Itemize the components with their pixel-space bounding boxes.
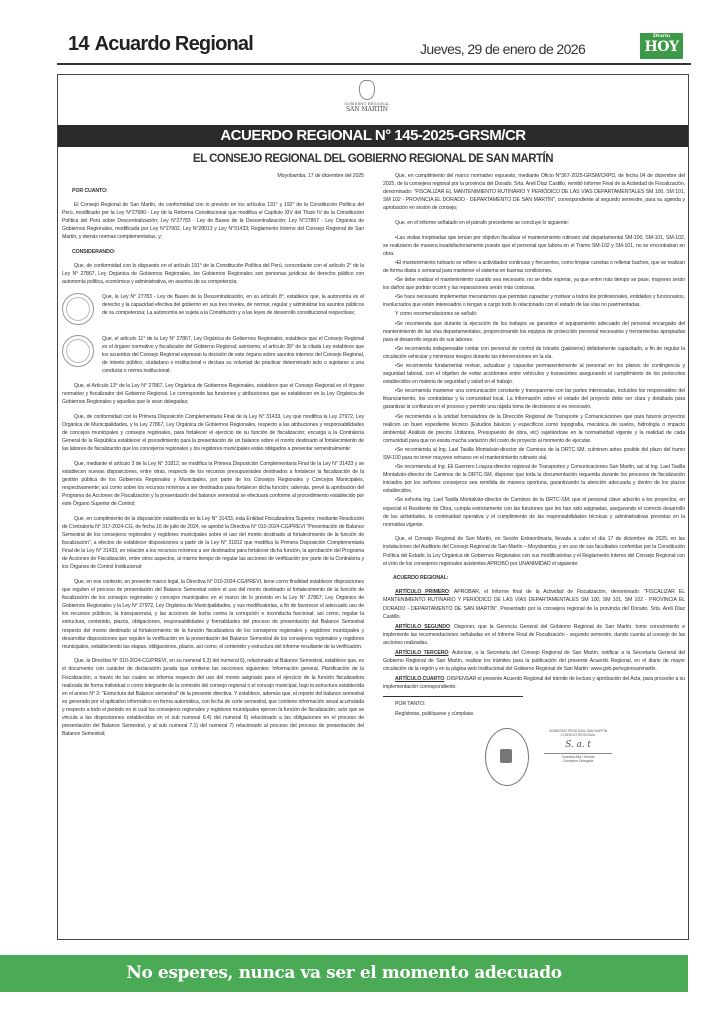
article-label: ARTÍCULO PRIMERO xyxy=(395,589,449,596)
paragraph: Que, mediante el artículo 3 de la Ley N° 31812, se modifica la Primera Disposición Complementaria Final de la Ley N° 31433 y se establecen nuevas disposiciones, entre otras, respecto de los recursos presupuestales destinados a fortalecer la fiscalización de la gestión pública de los Gobiernos Regionales y Municipales, por parte de los Consejos Regionales y Concejos Municipales, respectivamente; así como sobre los recursos mínimos a ser destinados para fortalecer dicha función; además, prevé la aprobación del Programa de Acciones de Fiscalización y la presentación del balance semestral se efectuará conforme al procedimiento establecido por este Órgano Superior de Control; xyxy=(62,460,364,508)
issue-date: Jueves, 29 de enero de 2026 xyxy=(420,41,586,57)
left-column xyxy=(62,172,364,745)
article-label: ARTÍCULO TERCERO xyxy=(395,649,449,656)
paragraph: •Se exhorta Ing. Lael Tasilla Montalván-director de Caminos de la DRTC-SM; que el personal clave adscrito a los proyectos, en especial el Residente de Obra, cumpla estrictamente con las funciones que les han sido asignadas, asegurando el correcto desarrollo de las actividades, la continuidad operativa y el cumplimiento de las responsabilidades técnicas y administrativas previstas en la normativa vigente. xyxy=(383,497,685,528)
signature-block xyxy=(383,726,685,798)
section-name: Acuardo Regional xyxy=(94,33,253,55)
article-text: : APROBAR, el Informe final de la Actividad de Fiscalización, denominado: "FISCALIZAR EL MANTENIMIENTO RUTINARIO Y PERIÓDICO DE LAS VÍAS DEPARTAMENTALES SM 100, SM 101, SM 102 - PROVINCIA EL DORADO - DEPARTAMENTO DE SAN MARTÍN". Presentado por la consejera regional de la provincia del Dorado, Srta. Areli Díaz Castillo. xyxy=(383,589,685,620)
logo-line-1: GOBIERNO REGIONAL xyxy=(344,102,390,106)
document-title: ACUERDO REGIONAL N° 145-2025-GRSM/CR xyxy=(58,125,688,147)
signature-text xyxy=(538,729,618,764)
bullet-item: •Se recomienda al Ing. Lael Tasilla Montalván-director de Caminos de la DRTC-SM, culminen antes posible del plazo del tramo SM-100 para no tener mayores retrasos en el mantenimiento rutinario vial. xyxy=(383,446,685,461)
article xyxy=(383,675,685,691)
paragraph: Que, en cumplimiento del marco normativo expuesto, mediante Oficio N°367-2025-GRSM/CRPD, de fecha 04 de diciembre del 2025, de la consejera regional por la provincia del Dorado, Srta. Areli Díaz Castillo, remitió Informe Final de la Actividad de Fiscalización, denominado: "FISCALIZAR EL MANTENIMIENTO RUTINARIO Y PERIÓDICO DE LAS VÍAS DEPARTAMENTALES SM 100, SM 101, SM 102 - PROVINCIA EL DORADO - DEPARTAMENTO DE SAN MARTÍN", correspondiente al segundo semestre, para su agenda y aprobación en sesión de consejo; xyxy=(383,173,685,212)
bullet-item: •Se recomienda indispensable contar con personal de control de tránsito (paleteros) debidamente capacitado, a fin de regular la circulación vehicular y minimizar riesgos durante las intervenciones en la vía. xyxy=(383,345,685,360)
document-subtitle: EL CONSEJO REGIONAL DEL GOBIERNO REGIONAL DE SAN MARTÍN xyxy=(192,153,554,165)
section-heading: POR CUANTO: xyxy=(72,187,108,194)
paragraph: Que, el Artículo 13° de la Ley N° 27867, Ley Orgánica de Gobiernos Regionales, establece que el Consejo Regional es el órgano normativo y fiscalizador del Gobierno Regional. Le corresponde las funciones y atribuciones que se establecen en la Ley Orgánica de Gobiernos Regionales y aquellas que le sean delegadas; xyxy=(62,383,364,406)
bullet-item: Y como recomendaciones se señaló: xyxy=(395,311,478,318)
diario-hoy-logo xyxy=(640,33,683,59)
footer-banner: No esperes, nunca va ser el momento adecuado xyxy=(0,955,688,992)
article-text: : Autorizar, a la Secretaría del Consejo Regional de San Martín, notificar a la Secretaría General del Gobierno Regional de San Martín, realizar los trámites para la publicación del presente Acuerdo Regional, en el diario de mayor circulación de la región y en la página web Institucional del Gobierno Regional de San Martín: www.gob.pe/regionsanmartin. xyxy=(383,649,685,673)
paragraph-with-seal xyxy=(62,335,364,375)
page-number: 14 xyxy=(68,33,89,55)
article-label: ARTÍCULO SEGUNDO xyxy=(395,623,450,630)
paragraph-with-seal xyxy=(62,293,364,329)
paragraph: El Consejo Regional de San Martín, de conformidad con lo previsto en los artículos 191° y 192° de la Constitución Política del Perú, modificado por la Ley N°27680 - Ley de la Reforma Constitucional que modifica el Capítulo XIV del Título IV de la Constitución Política del Perú sobre Descentralización; Ley N°27783 - Ley de Bases de la Descentralización; Ley N°27867 - Ley Orgánica de Gobiernos Regionales, modificada por Ley N°27902, Ley N°28013 y Ley N°31433; Reglamento Interno del Consejo Regional de San Martín, y demás normas complementarias, y; xyxy=(62,201,364,241)
section-heading xyxy=(68,33,253,56)
section-heading: ACUERDO REGIONAL: xyxy=(393,575,449,582)
bullet-item: •Se recomienda fundamental revisar, actualizar y capacitar permanentemente al personal en los planes de contingencia y seguridad laboral, con el objetivo de evitar accidentes entre vehículos y transeúntes asegurando el cumplimiento de los protocolos establecidos en materia de seguridad y salud en el trabajo. xyxy=(383,362,685,386)
bullet-item: •Se hace necesario implementar mecanismos que permitan capacitar y motivar a todos los profesionales, entidades y funcionarios, involucrados que estén interesados o tengan a cargo todo lo relacionado con el estado de las vías no pavimentadas. xyxy=(383,294,685,309)
logo-big-text: HOY xyxy=(644,39,679,55)
article xyxy=(383,649,685,673)
article-text: : DISPENSAR el presente Acuerdo Regional del trámite de lectura y aprobación del Acta, para proceder a su implementación correspondiente. xyxy=(383,676,685,691)
closing-formula: Regístrese, publíquese y cúmplase. xyxy=(395,710,475,717)
signature-org: GOBIERNO REGIONAL SAN MARTIN xyxy=(548,728,608,733)
articles xyxy=(383,588,685,691)
seal-icon xyxy=(62,335,94,367)
signature-unit: CONSEJO REGIONAL xyxy=(560,733,596,738)
seal-icon xyxy=(62,293,94,325)
place-date: Moyobamba, 17 de diciembre del 2025 xyxy=(277,173,364,179)
paragraph: Que, de conformidad con lo dispuesto en el artículo 191° de la Constitución Política del Perú, concordante con el artículo 2° de la Ley N° 27867, Ley Orgánica de Gobiernos Regionales, los Gobiernos Regionales son personas jurídicas de derecho público con autonomía política, económica y administrativa, en asuntos de su competencia; xyxy=(62,262,364,285)
logo-line-2: SAN MARTÍN xyxy=(345,106,389,113)
right-column xyxy=(383,172,685,798)
paragraph-text: Que, el artículo 11° de la Ley N° 27867, Ley Orgánica de Gobiernos Regionales, establece que el Consejo Regional es el órgano normativo y fiscalizador del Gobierno Regional; asimismo, el artículo 39° de la citada Ley establece que los acuerdos del Consejo Regional expresan la decisión de este órgano sobre asuntos internos del Consejo Regional, de interés público, ciudadano o institucional o declara su voluntad de practicar determinado acto o sujetarse a una conducta o norma institucional; xyxy=(102,336,364,375)
bullet-item: •Se recomienda a la unidad formuladora de la Dirección Regional de Transporte y Comunicaciones que para futuros proyectos realicen un buen expediente técnico (Estudios básicos y específicos como topografía, mecánica de suelos, hidrología o impacto ambiental; Análisis de precios Unitarios, Presupuesto de obra, etc) sujetándose en la normatividad vigente y la realidad de cada comunidad para que no exista mucha variación del costo de proyecto al momento de ejecutar. xyxy=(383,413,685,444)
bullet-item: •Se debe realizar el mantenimiento cuando sea necesario, no se debe esperar, ya que entre más tiempo se pase, mayores serán los daños que podrán ocurrir y las reparaciones serán más costosas. xyxy=(383,277,685,292)
paragraph: Que, en ese contexto, en presente marco legal, la Directiva N° 010-2024-CG/PREVI, tiene como finalidad establecer disposiciones que regulen el proceso de presentación del Balance Semestral sobre el uso del monto destinado al fortalecimiento de la función de fiscalización de los consejos regionales y concejos municipales en el marco de lo previsto en la Ley N° 27867, Ley Orgánica de Gobiernos Regionales y la Ley N° 27972, Ley Orgánica de Municipalidades, y sus modificatorias, a fin de favorecer el adecuado uso de los recursos públicos, la transparencia, y las acciones de lucha contra la corrupción e inconducta funcional; así como, regular la estructura, contenido, plazos, obligaciones, responsabilidades y formalidades del proceso de presentación del Balance Semestral respecto del monto destinado al fortalecimiento de la función fiscalizadora de los consejeros regionales y regidores municipales y desarrollar disposiciones que regulen la verificación en la presentación del Balance Semestral de los consejeros regionales y regidores municipales, estableciendo las etapas, obligaciones, plazos, así como, el contenido y estructura del informe resultante de la verificación. xyxy=(62,578,364,650)
paragraph: Que, en el informe señalado en el párrafo precedente se concluye lo siguiente: xyxy=(395,219,569,226)
divider xyxy=(383,696,523,697)
article xyxy=(383,623,685,647)
paragraph: Que, la Directiva N° 010-2024-CG/PREVI, en su numeral 6.3) del numeral 6), relacionado al Balance Semestral, establece que, es el documento con carácter de declaración jurada que contiene las secciones siguientes: Información general, Planificación de la Fiscalización, a través de las cuales se informa respecto del uso del monto asignado para el ejercicio de la función fiscalizadora realizada de forma individual o como integrante de la comisión del consejo regional o el concejo municipal, bajo la estructura establecida en el anexo N° 2: "Estructura del Balance semestral" de la presente directiva. Y establece, además que, el reporte del balance semestral es generado por el aplicativo informático en forma automática, con fecha de corte semestral, que contiene información anual acumulada y respecto a todo el periodo en el cual los consejeros regionales y regidores municipales ejercen la función de fiscalización; acto que se vincula a las disposiciones establecidas en el sub numeral 6.4) del numeral 6) relacionado a las obligaciones en el proceso de presentación del Balance Semestral, y al sub numeral 7.1) del numeral 7) relacionado al proceso del proceso de presentación del Balance Semestral; xyxy=(62,658,364,738)
paragraph-text: Que, la Ley N° 27783 - Ley de Bases de la Descentralización, en su artículo 8°, establece que, la autonomía es el derecho y la capacidad efectiva del gobierno en sus tres niveles, de normar, regular y administrar los asuntos públicos de su competencia; La autonomía se sujeta a la Constitución y a las leyes de desarrollo constitucional respectivas; xyxy=(102,293,364,316)
gobierno-regional-logo xyxy=(337,80,397,113)
bullet-item: •Se recomienda al Ing. Eli Guerrero Loayza-director regional de Transportes y Comunicaciones San Martín, así al Ing. Lael Tasilla Montalván-director de Caminos de la DRTC-SM, disponer que toda la documentación requerida durante los procesos de fiscalización iniciados por los señores consejeros sea remitida de manera oportuna, garantizando la atención adecuada y dentro de los plazos establecidos. xyxy=(383,464,685,495)
signature-line xyxy=(544,753,612,754)
signatory-role: Consejera Delegada xyxy=(562,759,594,764)
header-rule xyxy=(57,63,691,65)
article-label: ARTÍCULO CUARTO xyxy=(395,676,445,683)
por-tanto: POR TANTO: xyxy=(395,701,426,708)
bullet-item: •Se recomienda mantener una comunicación constante y transparente con las partes interesadas, incluidos los responsables del financiamiento, los contratistas y la comunidad local. La información sobre el estado del proyecto debe ser clara y detallada para garantizar la confianza en el proceso y permitir una rápida toma de decisiones si es necesario. xyxy=(383,388,685,411)
right-paragraphs xyxy=(383,172,685,582)
article xyxy=(383,588,685,620)
crest-icon xyxy=(359,80,375,100)
bullet-item: •El mantenimiento rutinario se refiere a actividades continuas y frecuentes, como limpiar cunetas o rellenar baches, que se realizan de forma diaria o semanal para mantener el sistema en buenas condiciones. xyxy=(383,259,685,274)
bullet-item: •Se recomienda que durante la ejecución de los trabajos se garantice el equipamiento adecuado del personal encargado del mantenimiento de las vías departamentales, proporcionando los equipos de protección personal necesarios y herramientas apropiadas para el desarrollo seguro de sus labores. xyxy=(383,320,685,343)
article-text: : Disponer, que la Gerencia General del Gobierno Regional de San Martín, tome conocimiento e implemente las recomendaciones señaladas en el Informe Final de Fiscalización - segundo semestre, dando cuenta al consejo de las acciones realizadas. xyxy=(383,623,685,646)
bullet-item: •Las visitas inopinadas que tenían por objetivo fiscalizar el mantenimiento rutinario vial departamental SM-100, SM-101, SM-102, se realizaron de manera insatisfactoriamente puesto que el personal que labora en el Tramo SM-102 y SM-101, no se encontraban en obra. xyxy=(383,234,685,257)
section-heading: CONSIDERANDO: xyxy=(72,248,116,255)
paragraph: Que, en cumplimiento de la disposición establecida en la Ley N° 31433, esta Entidad Fiscalizadora Superior, mediante Resolución de Contraloría N° 317-2024-CG, de fecha 16 de julio de 2024, se aprobó la Directiva N° 010-2024-CG/PREVI "Presentación de Balance Semestral de los consejeros regionales y regidores municipales sobre el uso del monto destinado al fortalecimiento de la función de fiscalización", a efectos de establecer disposiciones a partir de la Ley N° 31812 que modifica la Primera Disposición Complementaria Final de la Ley N° 31433, en relación a los recursos mínimos a ser destinados para fortalecer dicha función, la aprobación del Programa de Acciones de Fiscalización, entre otros aspectos, al mismo tiempo de regular las acciones de verificación por parte de la Contraloría y los Órganos de Control Institucional; xyxy=(62,515,364,571)
paragraph: Que, de conformidad con la Primera Disposición Complementaria Final de la Ley N° 31433, Ley que modifica la Ley 27972, Ley Orgánica de Municipalidades, y la Ley 27867, Ley Orgánica de Gobiernos Regionales, respecto a las atribuciones y responsabilidades de concejos municipales y consejos regionales, para fortalecer el ejercicio de su función de fiscalización; encarga a la Contraloría General de la República establecer el procedimiento para la presentación de un balance sobre el monto destinado al fortalecimiento de las labores de fiscalización que los concejeros regionales y los regidores municipales están obligados a presentar semestralmente; xyxy=(62,413,364,453)
paragraph: Que, el Consejo Regional de San Martín, en Sesión Extraordinaria, llevada a cabo el día 17 de diciembre de 2025, en las instalaciones del Auditorio del Consejo Regional de San Martín – Moyobamba, y en uso de sus facultades conferidas por la Constitución Política del Estado, la Ley Orgánica de Gobiernos Regionales con sus modificatorias y el Reglamento Interno del Consejo Regional con el voto de los consejeros regionales asistentes APROBÓ por UNANIMIDAD el siguiente: xyxy=(383,536,685,567)
official-seal-icon xyxy=(485,728,529,786)
handwritten-signature: S. a. t xyxy=(565,739,591,750)
signatory-name: Suanilda Alla I Tentota xyxy=(561,754,595,759)
logo-small-text: Diario xyxy=(652,33,671,39)
